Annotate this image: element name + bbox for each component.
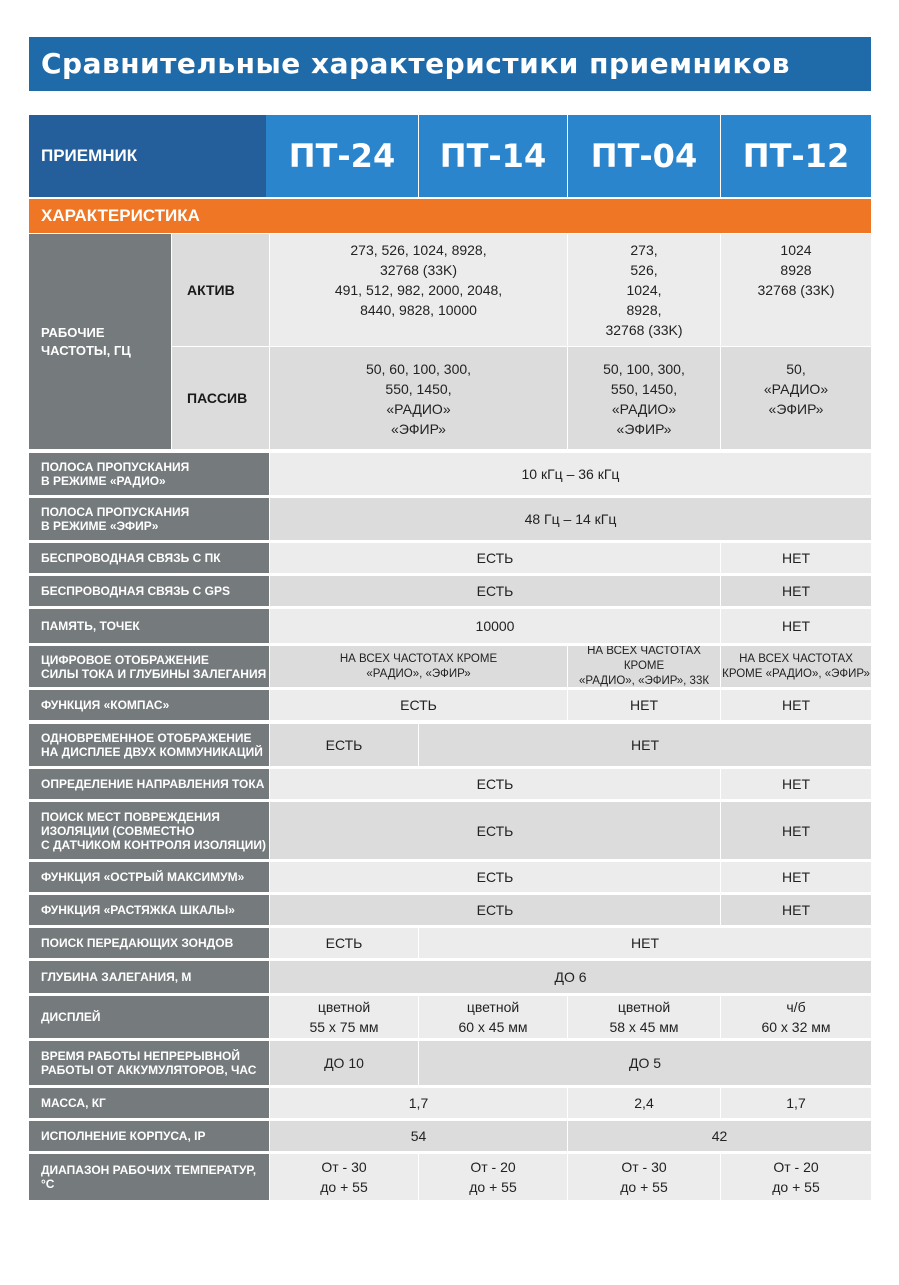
row-value-cell — [270, 1041, 418, 1085]
row-label-line: ВРЕМЯ РАБОТЫ НЕПРЕРЫВНОЙ — [41, 1049, 240, 1063]
row-label-line: СИЛЫ ТОКА И ГЛУБИНЫ ЗАЛЕГАНИЯ — [41, 666, 267, 681]
row-label-line: ИСПОЛНЕНИЕ КОРПУСА, IP — [41, 1129, 206, 1143]
header-model-pt04: ПТ-04 — [568, 115, 720, 197]
row-value-line: НЕТ — [631, 737, 659, 753]
row-value-line: ДО 5 — [628, 1055, 662, 1071]
header-model-pt14: ПТ-14 — [419, 115, 567, 197]
row-value-line: НА ВСЕХ ЧАСТОТАХ КРОМЕ — [587, 646, 701, 672]
row-label-line: ДИСПЛЕЙ — [41, 1010, 101, 1024]
row-value-line: 58 х 45 мм — [609, 1019, 679, 1035]
row-value-line: цветной — [317, 999, 371, 1015]
row-label-line: РАБОТЫ ОТ АККУМУЛЯТОРОВ, ЧАС — [41, 1063, 257, 1077]
row-label-line: ГЛУБИНА ЗАЛЕГАНИЯ, М — [41, 970, 192, 984]
row-value-cell — [721, 895, 871, 925]
row-value-cell — [270, 1154, 418, 1200]
row-label — [29, 996, 269, 1038]
row-label — [29, 769, 269, 799]
header-model-pt12: ПТ-12 — [721, 115, 871, 197]
row-label-text — [41, 505, 189, 533]
row-value-line: до + 55 — [620, 1179, 668, 1195]
row-value-cell — [419, 996, 567, 1038]
freq-active-pt12 — [721, 234, 871, 346]
freq-label — [29, 234, 171, 449]
row-label-line: БЕСПРОВОДНАЯ СВЯЗЬ С ПК — [41, 551, 221, 565]
row-value-cell — [721, 543, 871, 573]
row-value-line: 48 Гц – 14 кГц — [524, 511, 617, 527]
row-value-line: «РАДИО», «ЭФИР» — [366, 667, 471, 680]
row-label-text — [41, 1129, 205, 1143]
row-value-cell — [270, 769, 720, 799]
row-label-text — [41, 810, 266, 852]
row-value-cell — [270, 1088, 567, 1118]
row-label-line: ПОЛОСА ПРОПУСКАНИЯ — [41, 505, 190, 519]
text-line: «РАДИО» — [763, 381, 829, 397]
row-label-text — [41, 584, 230, 598]
row-value-cell — [568, 996, 720, 1038]
freq-active-pt04 — [568, 234, 720, 346]
text-line: «ЭФИР» — [391, 421, 446, 437]
row-value-line: НЕТ — [782, 550, 810, 566]
text-line: «РАДИО» — [386, 401, 451, 417]
row-value-cell — [568, 1154, 720, 1200]
row-label-line: ФУНКЦИЯ «ОСТРЫЙ МАКСИМУМ» — [41, 870, 245, 884]
row-label-line: ПОИСК ПЕРЕДАЮЩИХ ЗОНДОВ — [41, 936, 234, 950]
row-label — [29, 453, 269, 495]
row-label-text — [41, 1010, 101, 1024]
text-line: 550, 1450, — [610, 381, 678, 397]
row-value-cell — [270, 961, 871, 993]
row-value-cell — [568, 690, 720, 720]
row-label-line: С ДАТЧИКОМ КОНТРОЛЯ ИЗОЛЯЦИИ) — [41, 837, 266, 852]
row-value-line: ЕСТЬ — [400, 697, 437, 713]
row-value-line: 60 х 45 мм — [458, 1019, 528, 1035]
row-label — [29, 1121, 269, 1151]
row-value-line: 2,4 — [634, 1095, 654, 1111]
text-line: 273, — [630, 242, 658, 258]
row-value-line: ЕСТЬ — [325, 737, 363, 753]
row-label — [29, 543, 269, 573]
row-value-line: до + 55 — [772, 1179, 820, 1195]
freq-active-pt24-pt14 — [270, 234, 567, 346]
row-label-line: ДИАПАЗОН РАБОЧИХ ТЕМПЕРАТУР, °С — [41, 1163, 257, 1191]
row-label-line: ПОИСК МЕСТ ПОВРЕЖДЕНИЯ — [41, 809, 220, 824]
row-value-cell — [270, 609, 720, 643]
row-value-line: НЕТ — [782, 618, 810, 634]
row-value-cell — [721, 1154, 871, 1200]
row-label — [29, 1154, 269, 1200]
freq-passive-label: ПАССИВ — [172, 347, 269, 449]
row-value-line: ЕСТЬ — [476, 550, 514, 566]
row-value-cell — [568, 646, 720, 687]
freq-passive-pt24-pt14 — [270, 347, 567, 449]
text-line: «ЭФИР» — [768, 401, 824, 417]
row-label-line: ПОЛОСА ПРОПУСКАНИЯ — [41, 460, 190, 474]
row-value-line: цветной — [617, 999, 671, 1015]
text-line: 1024, — [626, 282, 662, 298]
row-label — [29, 895, 269, 925]
row-value-cell — [270, 498, 871, 540]
row-value-line: НЕТ — [782, 776, 810, 792]
text-line: «ЭФИР» — [616, 421, 672, 437]
row-value-line: КРОМЕ «РАДИО», «ЭФИР» — [722, 667, 870, 680]
row-label-line: ПАМЯТЬ, ТОЧЕК — [41, 619, 140, 633]
row-value-line: до + 55 — [469, 1179, 517, 1195]
row-value-cell — [721, 802, 871, 859]
text-line: 8440, 9828, 10000 — [360, 302, 477, 318]
text-line: 491, 512, 982, 2000, 2048, — [334, 282, 503, 298]
row-label-text — [41, 698, 169, 712]
section-characteristic: ХАРАКТЕРИСТИКА — [29, 199, 871, 233]
row-label-text — [41, 1163, 269, 1191]
row-label-text — [41, 731, 263, 759]
row-value-cell — [721, 1088, 871, 1118]
row-label — [29, 1041, 269, 1085]
row-value-line: ЕСТЬ — [476, 902, 514, 918]
row-value-line: От - 20 — [773, 1159, 819, 1175]
row-label-line: ОДНОВРЕМЕННОЕ ОТОБРАЖЕНИЕ — [41, 731, 252, 745]
row-value-line: 1,7 — [408, 1095, 429, 1111]
row-value-cell — [270, 996, 418, 1038]
text-line: 32768 (33K) — [605, 322, 683, 338]
text-line: 32768 (33K) — [379, 262, 458, 278]
text-line: 550, 1450, — [385, 381, 452, 397]
row-value-line: 10000 — [475, 618, 515, 634]
row-value-cell — [721, 576, 871, 606]
row-label-text — [41, 870, 244, 884]
row-value-line: ЕСТЬ — [476, 869, 514, 885]
row-label-text — [41, 1096, 106, 1110]
row-value-cell — [270, 646, 567, 687]
row-label — [29, 961, 269, 993]
row-value-cell — [270, 928, 418, 958]
freq-label-text: РАБОЧИЕ ЧАСТОТЫ, ГЦ — [41, 324, 131, 358]
row-label — [29, 646, 269, 687]
text-line: «РАДИО» — [611, 401, 677, 417]
row-label — [29, 802, 269, 859]
row-value-line: «РАДИО», «ЭФИР», 33К — [578, 675, 710, 687]
row-label — [29, 690, 269, 720]
row-value-line: НЕТ — [782, 583, 810, 599]
row-value-cell — [721, 996, 871, 1038]
row-value-cell — [721, 609, 871, 643]
text-line: 50, 100, 300, — [603, 361, 685, 377]
row-value-line: НЕТ — [630, 697, 658, 713]
text-line: 8928 — [780, 262, 812, 278]
row-value-line: От - 20 — [470, 1159, 516, 1175]
row-value-cell — [721, 690, 871, 720]
row-label-line: ФУНКЦИЯ «РАСТЯЖКА ШКАЛЫ» — [41, 903, 235, 917]
row-label-line: ФУНКЦИЯ «КОМПАС» — [41, 698, 170, 712]
row-value-line: 60 х 32 мм — [761, 1019, 831, 1035]
row-value-line: ЕСТЬ — [325, 935, 363, 951]
row-label — [29, 724, 269, 766]
row-label-text — [41, 936, 233, 950]
row-value-line: до + 55 — [320, 1179, 368, 1195]
row-value-line: 54 — [410, 1128, 427, 1144]
row-value-line: НА ВСЕХ ЧАСТОТАХ — [739, 652, 853, 665]
row-value-cell — [270, 576, 720, 606]
header-model-pt24: ПТ-24 — [266, 115, 418, 197]
row-value-cell — [270, 543, 720, 573]
freq-passive-pt04 — [568, 347, 720, 449]
row-label-text — [41, 653, 266, 681]
row-label-line: БЕСПРОВОДНАЯ СВЯЗЬ С GPS — [41, 584, 230, 598]
row-value-cell — [419, 724, 871, 766]
row-label-line: МАССА, КГ — [41, 1096, 106, 1110]
row-value-line: НА ВСЕХ ЧАСТОТАХ КРОМЕ — [339, 652, 498, 665]
row-value-cell — [270, 802, 720, 859]
row-label-line: ИЗОЛЯЦИИ (СОВМЕСТНО — [41, 823, 195, 838]
row-value-cell — [270, 724, 418, 766]
text-line: 8928, — [626, 302, 662, 318]
text-line: 50, 60, 100, 300, — [365, 361, 472, 377]
row-label-text — [41, 460, 189, 488]
row-label-line: ОПРЕДЕЛЕНИЕ НАПРАВЛЕНИЯ ТОКА — [41, 777, 265, 791]
row-value-line: От - 30 — [321, 1159, 367, 1175]
row-value-cell — [568, 1121, 871, 1151]
row-value-cell — [721, 769, 871, 799]
text-line: 50, — [786, 361, 806, 377]
row-value-cell — [270, 862, 720, 892]
row-value-cell — [419, 1041, 871, 1085]
row-label-line: В РЕЖИМЕ «РАДИО» — [41, 474, 166, 488]
row-value-line: ДО 10 — [324, 1055, 364, 1071]
row-value-cell — [270, 1121, 567, 1151]
row-label-line: В РЕЖИМЕ «ЭФИР» — [41, 519, 159, 533]
row-label — [29, 576, 269, 606]
row-label — [29, 609, 269, 643]
row-label — [29, 498, 269, 540]
row-value-line: ЕСТЬ — [476, 822, 514, 839]
row-value-line: цветной — [466, 999, 520, 1015]
row-label-text — [41, 970, 191, 984]
header-receiver-label: ПРИЕМНИК — [29, 115, 266, 197]
text-line: 32768 (33K) — [757, 282, 835, 298]
row-value-cell — [270, 895, 720, 925]
row-value-cell — [419, 928, 871, 958]
row-value-cell — [568, 1088, 720, 1118]
row-value-line: 10 кГц – 36 кГц — [521, 466, 620, 482]
row-value-line: 42 — [711, 1128, 728, 1144]
freq-active-label: АКТИВ — [172, 234, 269, 346]
row-value-line: НЕТ — [631, 935, 659, 951]
row-value-cell — [270, 690, 567, 720]
row-value-line: ЕСТЬ — [476, 776, 514, 792]
row-label-text — [41, 551, 221, 565]
row-value-line: 55 х 75 мм — [309, 1019, 379, 1035]
text-line: 273, 526, 1024, 8928, — [350, 242, 487, 258]
text-line: 526, — [630, 262, 658, 278]
row-value-line: ЕСТЬ — [476, 583, 514, 599]
row-value-line: ДО 6 — [554, 969, 587, 985]
row-value-cell — [721, 862, 871, 892]
row-label-text — [41, 903, 235, 917]
row-value-line: От - 30 — [621, 1159, 667, 1175]
row-label — [29, 928, 269, 958]
row-value-line: НЕТ — [782, 697, 810, 713]
row-value-cell — [419, 1154, 567, 1200]
row-label — [29, 862, 269, 892]
row-label-text — [41, 777, 264, 791]
row-value-line: ч/б — [786, 999, 806, 1015]
row-label-line: ЦИФРОВОЕ ОТОБРАЖЕНИЕ — [41, 652, 209, 667]
row-value-line: 1,7 — [786, 1095, 806, 1111]
row-value-line: НЕТ — [782, 869, 810, 885]
row-label — [29, 1088, 269, 1118]
row-label-line: НА ДИСПЛЕЕ ДВУХ КОММУНИКАЦИЙ — [41, 745, 263, 759]
row-label-text — [41, 1049, 256, 1077]
row-value-line: НЕТ — [782, 902, 810, 918]
row-label-text — [41, 619, 140, 633]
row-value-cell — [721, 646, 871, 687]
row-value-line: НЕТ — [782, 822, 810, 839]
text-line: 1024 — [780, 242, 812, 258]
freq-passive-pt12 — [721, 347, 871, 449]
page-title: Сравнительные характеристики приемников — [29, 37, 871, 91]
row-value-cell — [270, 453, 871, 495]
